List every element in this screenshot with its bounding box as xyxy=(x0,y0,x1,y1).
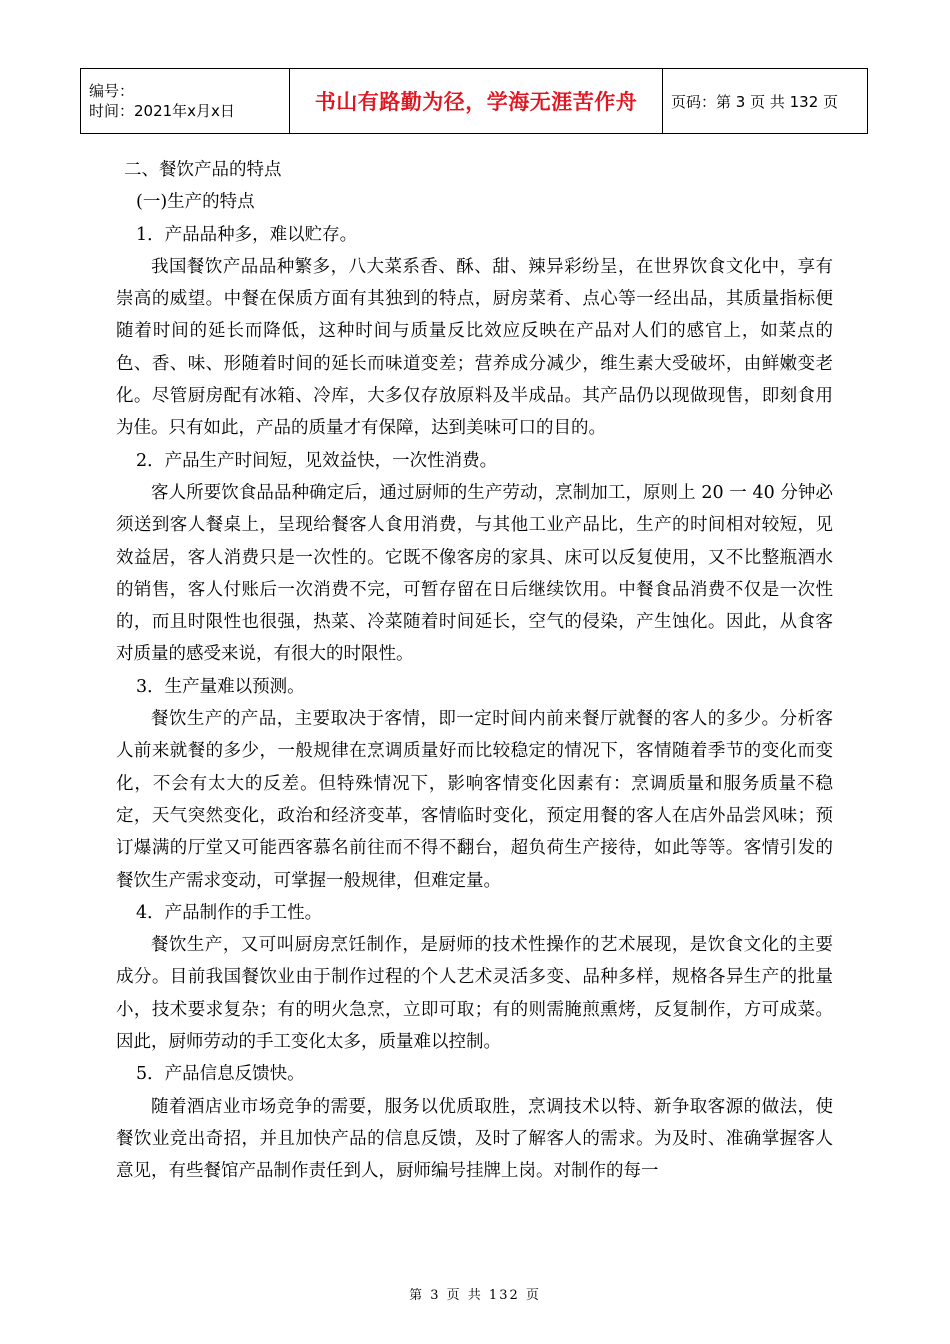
item-heading-1: 1．产品品种多，难以贮存。 xyxy=(136,224,358,245)
item-heading-4: 4．产品制作的手工性。 xyxy=(136,902,323,923)
item-heading-3: 3．生产量难以预测。 xyxy=(136,676,305,697)
document-time-label: 时间：2021年x月x日 xyxy=(89,102,235,120)
header-page-label: 页码：第 3 页 共 132 页 xyxy=(663,69,868,134)
item-body-4: 餐饮生产，又可叫厨房烹饪制作，是厨师的技术性操作的艺术展现，是饮食文化的主要成分。目前我国餐饮业由于制作过程的个人艺术灵活多变、品种多样，规格各异生产的批量小，技术要求复杂；有的明火急烹，立即可取；有的则需腌煎熏烤，反复制作，方可成菜。因此，厨师劳动的手工变化太多，质量难以控制。 xyxy=(116,935,833,1053)
item-heading-5: 5．产品信息反馈快。 xyxy=(136,1064,305,1085)
item-body-2: 客人所要饮食品品种确定后，通过厨师的生产劳动，烹制加工，原则上 20 一 40 分钟必须送到客人餐桌上，呈现给餐客人食用消费，与其他工业产品比，生产的时间相对较短，见效益居，客人消费只是一次性的。它既不像客房的家具、床可以反复使用，又不比整瓶酒水的销售，客人付账后一次消费不完，可暂存留在日后继续饮用。中餐食品消费不仅是一次性的，而且时限性也很强，热菜、冷菜随着时间延长，空气的侵染，产生蚀化。因此，从食客对质量的感受来说，有很大的时限性。 xyxy=(116,482,833,665)
document-header xyxy=(80,68,868,134)
item-heading-2: 2．产品生产时间短，见效益快，一次性消费。 xyxy=(136,450,498,471)
document-number-label: 编号： xyxy=(89,82,135,100)
item-body-5: 随着酒店业市场竞争的需要，服务以优质取胜，烹调技术以特、新争取客源的做法，使餐饮业竞出奇招，并且加快产品的信息反馈，及时了解客人的需求。为及时、准确掌握客人意见，有些餐馆产品制作责任到人，厨师编号挂牌上岗。对制作的每一 xyxy=(116,1096,833,1182)
header-motto: 书山有路勤为径，学海无涯苦作舟 xyxy=(290,69,663,134)
document-body xyxy=(116,154,833,1188)
item-body-1: 我国餐饮产品品种繁多，八大菜系香、酥、甜、辣异彩纷呈，在世界饮食文化中，享有崇高的威望。中餐在保质方面有其独到的特点，厨房菜肴、点心等一经出品，其质量指标便随着时间的延长而降低，这种时间与质量反比效应反映在产品对人们的感官上，如菜点的色、香、味、形随着时间的延长而味道变差；营养成分减少，维生素大受破坏，由鲜嫩变老化。尽管厨房配有冰箱、冷库，大多仅存放原料及半成品。其产品仍以现做现售，即刻食用为佳。只有如此，产品的质量才有保障，达到美味可口的目的。 xyxy=(116,256,833,439)
subsection-title: (一)生产的特点 xyxy=(136,192,255,213)
item-body-3: 餐饮生产的产品，主要取决于客情，即一定时间内前来餐厅就餐的客人的多少。分析客人前来就餐的多少，一般规律在烹调质量好而比较稳定的情况下，客情随着季节的变化而变化，不会有太大的反差。但特殊情况下，影响客情变化因素有：烹调质量和服务质量不稳定，天气突然变化，政治和经济变革，客情临时变化，预定用餐的客人在店外品尝风味；预订爆满的厅堂又可能西客慕名前往而不得不翻台，超负荷生产接待，如此等等。客情引发的餐饮生产需求变动，可掌握一般规律，但难定量。 xyxy=(116,709,833,891)
header-meta-cell xyxy=(81,69,290,134)
page-footer: 第 3 页 共 132 页 xyxy=(409,1288,541,1303)
section-title: 二、餐饮产品的特点 xyxy=(124,160,282,180)
